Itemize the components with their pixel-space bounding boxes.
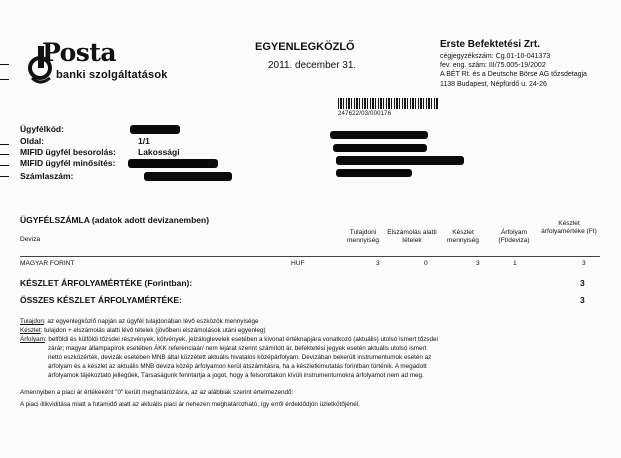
row-ertek: 3 xyxy=(582,260,586,267)
mifid-category-value: Lakossági xyxy=(138,147,180,157)
note-arfolyam-line: árfolyam és a készlet az aktuális MNB deviza közép árfolyamon kerül átszámításra, ha a készletkimutatás forintban történik. A megadott xyxy=(48,363,427,370)
note-term: Tulajdon xyxy=(20,318,44,325)
row-currency-code: HUF xyxy=(291,260,305,267)
barcode-number: 247622/03/000176 xyxy=(338,111,392,117)
redaction-block xyxy=(330,131,428,139)
row-arfolyam: 1 xyxy=(513,260,517,267)
margin-mark xyxy=(0,64,9,65)
redaction-block xyxy=(336,169,412,177)
col-tulajdon: Tulajdoni mennyiség xyxy=(347,229,379,244)
margin-mark xyxy=(0,154,9,155)
bank-line: A BÉT Rt. és a Deutsche Börse AG tőzsdetagja xyxy=(440,71,587,78)
note-text: : az egyenlegközlő napján az ügyfél tulajdonában lévő eszközök mennyisége xyxy=(43,318,259,325)
summary-forint-label: KÉSZLET ÁRFOLYAMÉRTÉKE (Forintban): xyxy=(20,278,193,288)
note-illiquidity: A piaci illikviditása miatt a futamidő alatt az aktuális piaci ár nehezen meghatározható, így erről érdeklődjön üzletkötőjénél. xyxy=(20,401,360,408)
bank-line: cégjegyzékszám: Cg.01-10-041373 xyxy=(440,53,551,60)
redaction-block xyxy=(333,144,427,152)
note-tulajdon xyxy=(20,318,259,325)
row-currency-name: MAGYAR FORINT xyxy=(20,260,75,267)
col-ertek: Készlet árfolyamértéke (Ft) xyxy=(541,220,597,235)
col-keszlet: Készlet mennyiség xyxy=(447,229,479,244)
mifid-rating-label: MIFID ügyfél minősítés: xyxy=(20,158,116,168)
mifid-category-label: MIFID ügyfél besorolás: xyxy=(20,147,116,157)
table-rule xyxy=(20,256,600,257)
row-tulajdon: 3 xyxy=(376,260,380,267)
redaction-block xyxy=(144,172,232,181)
bank-line: fev. eng. szám: III/75.005-19/2002 xyxy=(440,62,546,69)
note-arfolyam xyxy=(20,336,438,343)
note-keszlet xyxy=(20,327,266,334)
row-elszamolas: 0 xyxy=(424,260,428,267)
note-text: : tulajdon + elszámolás alatti lévő tételek (jövőbeni elszámolások utáni egyenleg) xyxy=(40,327,266,334)
page-title: EGYENLEGKÖZLŐ xyxy=(255,41,355,53)
margin-mark xyxy=(0,79,9,80)
account-number-label: Számlaszám: xyxy=(20,171,74,181)
redaction-block xyxy=(130,125,180,134)
col-arfolyam: Árfolyam (Ft/deviza) xyxy=(498,229,530,244)
col-elszamolas: Elszámolás alatti tételek xyxy=(387,229,437,244)
note-arfolyam-line: árfolyamok tájékoztató jellegűek, Társaságunk fenntartja a jogot, hogy a felsoroltakon kívüli instrumentumokra árfolyamot nem ad meg. xyxy=(48,372,424,379)
row-keszlet: 3 xyxy=(476,260,480,267)
page-label: Oldal: xyxy=(20,136,45,146)
redaction-block xyxy=(128,159,218,168)
summary-total-value: 3 xyxy=(580,295,585,305)
statement-date: 2011. december 31. xyxy=(268,60,357,71)
margin-mark xyxy=(0,165,9,166)
logo-subtitle: banki szolgáltatások xyxy=(56,69,168,81)
bank-line: 1138 Budapest, Népfürdő u. 24-26 xyxy=(440,81,547,88)
note-term: Árfolyam xyxy=(20,336,45,343)
client-code-label: Ügyfélkód: xyxy=(20,124,64,134)
note-arfolyam-line: nettó eszközérték, devizák esetében MNB által közzétett aktuális hivatalos középárfolyam. Devizában bekerült instrumentumok esetén az xyxy=(48,354,432,361)
note-text: : belföldi és külföldi tőzsdei részvények, kötvények, jelzáloglevelek esetében a kivonat értéknapjára vonatkozó (aktuális) utolsó ismert tőzsdei xyxy=(44,336,438,343)
margin-mark xyxy=(0,144,9,145)
note-arfolyam-line: zárár; magyar állampapírok esetében ÁKK referenciaár/ nem lejárat szerint számított ár, befektetési jegyek esetén aktuális utolsó ismert xyxy=(48,345,427,352)
margin-mark xyxy=(0,176,9,177)
summary-total-label: ÖSSZES KÉSZLET ÁRFOLYAMÉRTÉKE: xyxy=(20,295,182,305)
note-zero-price: Amennyiben a piaci ár értékeként "0" került meghatározásra, az az alábbiak szerint értelmezendő: xyxy=(20,389,294,396)
note-term: Készlet xyxy=(20,327,41,334)
logo-word: Posta xyxy=(42,38,117,67)
bank-name: Erste Befektetési Zrt. xyxy=(440,39,541,50)
page-value: 1/1 xyxy=(138,136,150,146)
account-section-title: ÜGYFÉLSZÁMLA (adatok adott devizanemben) xyxy=(20,215,210,225)
barcode xyxy=(338,98,438,109)
col-deviza: Deviza xyxy=(20,236,41,243)
redaction-block xyxy=(336,156,464,165)
summary-forint-value: 3 xyxy=(580,278,585,288)
